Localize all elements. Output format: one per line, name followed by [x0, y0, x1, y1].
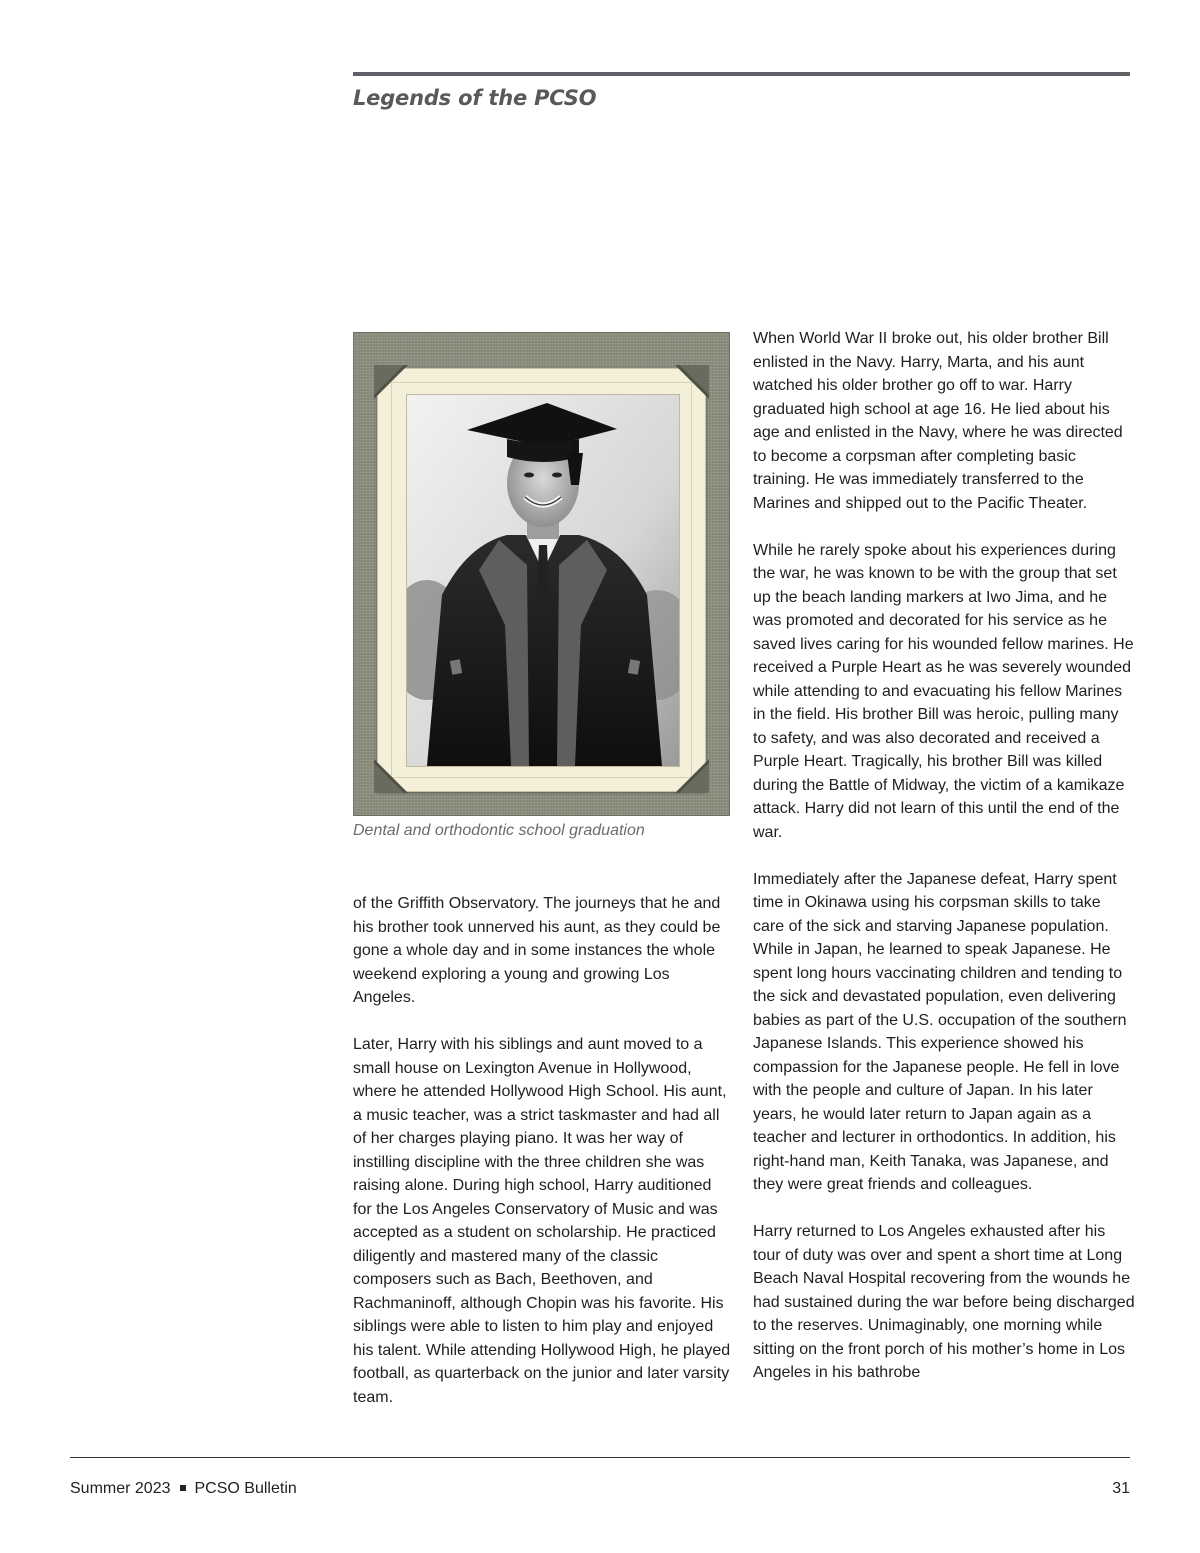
footer-publication: PCSO Bulletin: [194, 1480, 297, 1497]
right-column: [753, 327, 1135, 1408]
paragraph: While he rarely spoke about his experiences during the war, he was known to be with the group that set up the beach landing markers at Iwo Jima, and he was promoted and decorated for his service as he saved lives caring for his wounded fellow marines. He received a Purple Heart as he was severely wounded while attending to and evacuating his fellow Marines in the field. His brother Bill was heroic, pulling many to safety, and was also decorated and received a Purple Heart. Tragically, his brother Bill was killed during the Battle of Midway, the victim of a kamikaze attack. Harry did not learn of this until the end of the war.: [753, 541, 1134, 841]
paragraph: When World War II broke out, his older brother Bill enlisted in the Navy. Harry, Marta, and his aunt watched his older brother go off to war. Harry graduated high school at age 16. He lied about his age and enlisted in the Navy, where he was directed to become a corpsman after completing basic training. He was immediately transferred to the Marines and shipped out to the Pacific Theater.: [753, 330, 1123, 512]
paragraph: Harry returned to Los Angeles exhausted after his tour of duty was over and spent a short time at Long Beach Naval Hospital recovering from the wounds he had sustained during the war before being discharged to the reserves. Unimaginably, one morning while sitting on the front porch of his mother’s home in Los Angeles in his bathrobe: [753, 1223, 1135, 1381]
footer-publication-info: [70, 1480, 297, 1498]
graduation-portrait-photo: [406, 394, 680, 767]
photo-corner-icon: [675, 759, 709, 793]
photo-corner-icon: [675, 365, 709, 399]
square-bullet-icon: [180, 1485, 186, 1491]
section-title: Legends of the PCSO: [353, 86, 597, 110]
paragraph: Immediately after the Japanese defeat, Harry spent time in Okinawa using his corpsman skills to take care of the sick and starving Japanese population. While in Japan, he learned to speak Japanese. He spent long hours vaccinating children and tending to the sick and devastated population, even delivering babies as part of the U.S. occupation of the southern Japanese Islands. This experience showed his compassion for the Japanese people. He fell in love with the people and culture of Japan. In his later years, he would later return to Japan again as a teacher and lecturer in orthodontics. In addition, his right-hand man, Keith Tanaka, was Japanese, and they were great friends and colleagues.: [753, 870, 1127, 1193]
page-number: 31: [1112, 1480, 1130, 1497]
photo-corner-icon: [374, 365, 408, 399]
photo-corner-icon: [374, 759, 408, 793]
photo-mat: [353, 332, 730, 816]
paragraph: of the Griffith Observatory. The journeys that he and his brother took unnerved his aunt, as they could be gone a whole day and in some instances the whole weekend exploring a young and growing Los Angeles.: [353, 895, 721, 1006]
graduation-portrait-illustration: [407, 395, 679, 766]
photo-frame: [377, 368, 706, 792]
paragraph: Later, Harry with his siblings and aunt moved to a small house on Lexington Avenue in Hollywood, where he attended Hollywood High School. His aunt, a music teacher, was a strict taskmaster and had all of her charges playing piano. It was her way of instilling discipline with the three children she was raising alone. During high school, Harry auditioned for the Los Angeles Conservatory of Music and was accepted as a student on scholarship. He practiced diligently and mastered many of the classic composers such as Bach, Beethoven, and Rachmaninoff, although Chopin was his favorite. His siblings were able to listen to him play and enjoyed his talent. While attending Hollywood High, he played football, as quarterback on the junior and later varsity team.: [353, 1036, 731, 1406]
photo-caption: Dental and orthodontic school graduation: [353, 822, 645, 839]
header-rule: [353, 72, 1130, 76]
left-column: [353, 892, 733, 1433]
footer-rule: [70, 1457, 1130, 1458]
footer-season: Summer 2023: [70, 1480, 171, 1497]
